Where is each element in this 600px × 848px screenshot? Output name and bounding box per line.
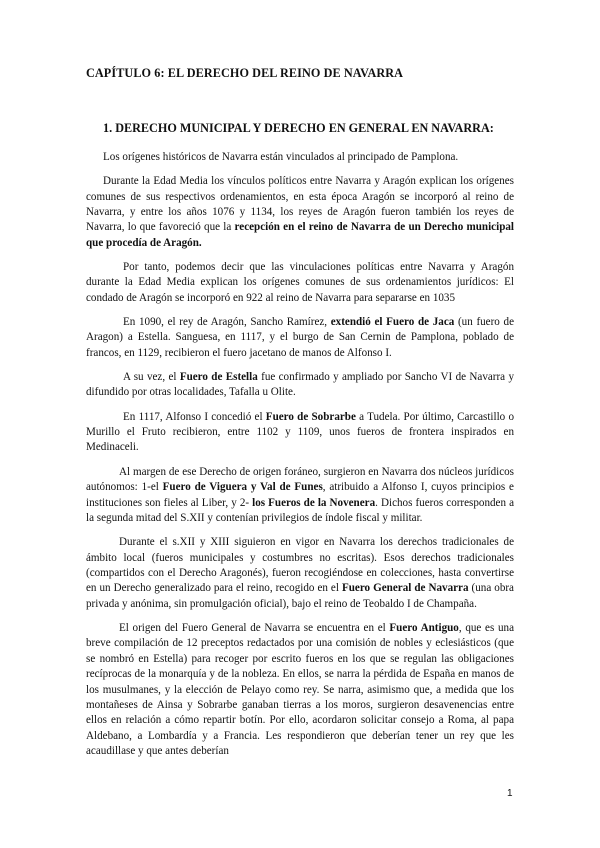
section-title: 1. DERECHO MUNICIPAL Y DERECHO EN GENERAL EN NAVARRA:	[103, 121, 494, 135]
text-run: A su vez, el	[123, 371, 180, 384]
bold-term: Fuero Antiguo	[389, 621, 459, 634]
bold-term: extendió el Fuero de Jaca	[330, 316, 455, 329]
text-run: , atribuido a Alfonso I, cuyos principios e instituciones son fieles al Liber, y 2-	[86, 481, 514, 509]
paragraph	[86, 535, 514, 612]
text-run: En 1117, Alfonso I concedió el	[123, 410, 266, 423]
paragraph	[86, 174, 514, 251]
bold-term: los Fueros de la Novenera	[252, 496, 376, 509]
paragraph	[86, 260, 514, 306]
bold-term: Fuero de Viguera y Val de Funes	[162, 481, 323, 494]
text-run: Durante el s.XII y XIII siguieron en vigor en Navarra los derechos tradicionales de ámbito local (fueros municipales y costumbres no escritas). Esos derechos tradicionales (compartidos con el Derecho Aragonés), fueron recogiéndose en colecciones, hasta convertirse en un Derecho generalizado para el reino, recogido en el	[86, 536, 514, 595]
text-run: Por tanto, podemos decir que las vinculaciones políticas entre Navarra y Aragón durante la Edad Media explican los orígenes comunes de sus ordenamientos jurídicos: El condado de Aragón se incorporó en 922 al reino de Navarra para separarse en 1035	[86, 261, 514, 304]
body-text	[86, 150, 514, 768]
text-run: El origen del Fuero General de Navarra se encuentra en el	[119, 621, 390, 634]
paragraph	[86, 410, 514, 456]
paragraph	[86, 465, 514, 527]
bold-term: Fuero de Estella	[179, 371, 258, 384]
page-number: 1	[507, 788, 513, 799]
paragraph	[86, 315, 514, 361]
bold-term: Fuero General de Navarra	[341, 582, 469, 595]
text-run: (una obra privada y anónima, sin promulgación oficial), bajo el reino de Teobaldo I de Champaña.	[86, 582, 514, 610]
paragraph	[86, 150, 514, 165]
text-run: Los orígenes históricos de Navarra están vinculados al principado de Pamplona.	[103, 151, 459, 163]
paragraph	[86, 370, 514, 401]
chapter-title: CAPÍTULO 6: EL DERECHO DEL REINO DE NAVARRA	[86, 66, 404, 80]
bold-term: Fuero de Sobrarbe	[265, 410, 356, 423]
text-run: En 1090, el rey de Aragón, Sancho Ramírez,	[123, 316, 331, 329]
text-run: , que es una breve compilación de 12 preceptos redactados por una comisión de nobles y eclesiásticos (que se nombró en Estella) para recoger por escrito fueros en los que se regulan las obligaciones recíprocas de la monarquía y de la nobleza. En ellos, se narra la pérdida de España en manos de los musulmanes, y la elección de Pelayo como rey. Se narra, asimismo que, a medida que los montañeses de Ainsa y Sobrarbe ganaban tierras a los moros, surgieron desavenencias entre ellos en relación a cómo repartir botín. Por ello, acordaron solicitar consejo a Roma, al papa Aldebano, a Lombardía y a Francia. Les respondieron que deberían tener un rey que les acaudillase y que antes deberían	[86, 621, 514, 758]
text-run: fue confirmado y ampliado por Sancho VI de Navarra y difundido por otras localidades, Tafalla u Olite.	[86, 371, 514, 399]
paragraph	[86, 621, 514, 760]
text-run: . Dichos fueros corresponden a la segunda mitad del S.XII y contenían privilegios de índole fiscal y militar.	[86, 496, 515, 524]
text-run: (un fuero de Aragon) a Estella. Sanguesa, en 1117, y el burgo de San Cernin de Pamplona, poblado de francos, en 1129, recibieron el fuero jacetano de manos de Alfonso I.	[86, 316, 514, 359]
bold-term: recepción en el reino de Navarra de un Derecho municipal que procedía de Aragón.	[86, 221, 514, 249]
text-run: Al margen de ese Derecho de origen foráneo, surgieron en Navarra dos núcleos jurídicos autónomos: 1-el	[86, 465, 514, 494]
text-run: Durante la Edad Media los vínculos políticos entre Navarra y Aragón explican los orígenes comunes de sus respectivos ordenamientos, en esta época Aragón se incorporó al reino de Navarra, y entre los años 1076 y 1134, los reyes de Aragón fueron también los reyes de Navarra, lo que favoreció que la	[86, 175, 514, 234]
text-run: a Tudela. Por último, Carcastillo o Murillo el Fruto recibieron, entre 1102 y 1109, unos fueros de frontera inspirados en Medinaceli.	[86, 410, 515, 454]
